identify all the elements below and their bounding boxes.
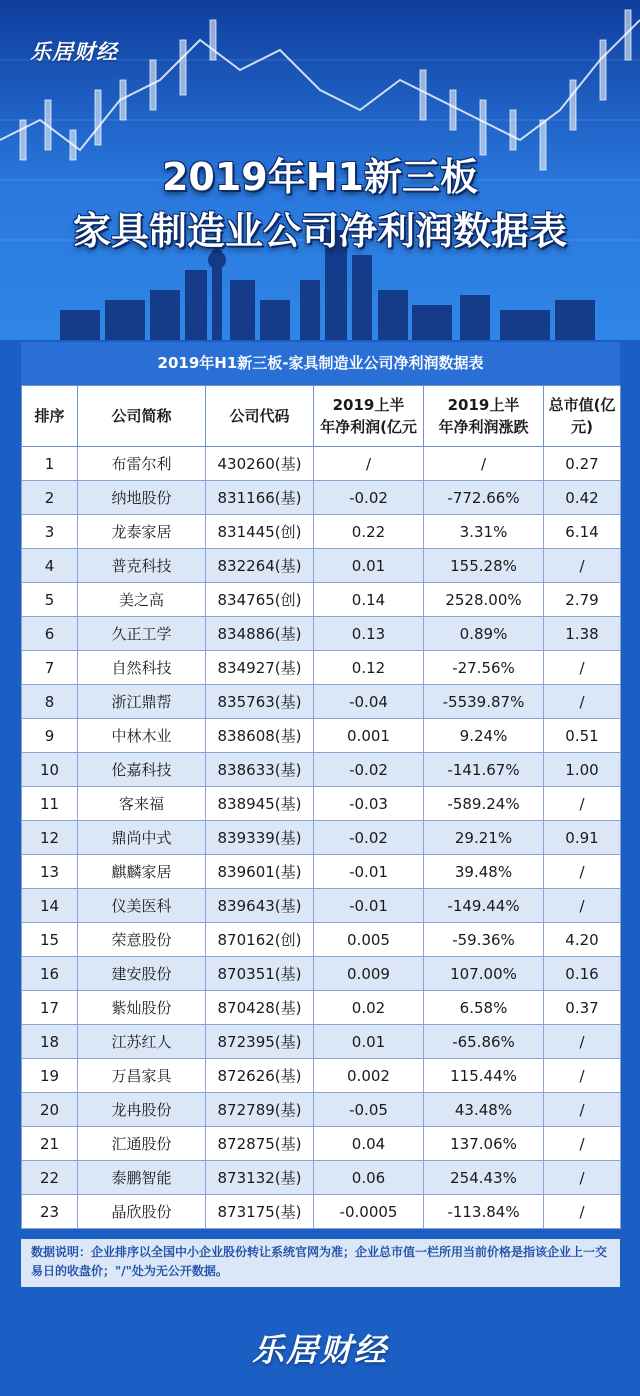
table-row: [22, 481, 621, 515]
table-row: [22, 1093, 621, 1127]
brand-logo: 乐居财经: [30, 40, 118, 64]
market-cap-cell: /: [544, 685, 621, 719]
table-row: [22, 515, 621, 549]
company-code-cell: 831166(基): [206, 481, 314, 515]
table-row: [22, 923, 621, 957]
rank-cell: 15: [22, 923, 78, 957]
company-name-cell: 中林木业: [78, 719, 206, 753]
page-title-line1: 2019年H1新三板: [161, 155, 478, 199]
net-profit-change-cell: -27.56%: [424, 651, 544, 685]
company-name-cell: 久正工学: [78, 617, 206, 651]
net-profit-cell: 0.22: [314, 515, 424, 549]
net-profit-cell: 0.14: [314, 583, 424, 617]
company-name-cell: 晶欣股份: [78, 1195, 206, 1229]
company-code-cell: 834886(基): [206, 617, 314, 651]
rank-cell: 11: [22, 787, 78, 821]
company-code-cell: 835763(基): [206, 685, 314, 719]
company-name-cell: 泰鹏智能: [78, 1161, 206, 1195]
market-cap-cell: 0.27: [544, 447, 621, 481]
company-code-cell: 870162(创): [206, 923, 314, 957]
company-code-cell: 872626(基): [206, 1059, 314, 1093]
market-cap-cell: 0.42: [544, 481, 621, 515]
company-name-cell: 普克科技: [78, 549, 206, 583]
market-cap-cell: 2.79: [544, 583, 621, 617]
header-company-name: 公司简称: [78, 386, 206, 447]
net-profit-change-cell: -589.24%: [424, 787, 544, 821]
market-cap-cell: /: [544, 1127, 621, 1161]
company-name-cell: 布雷尔利: [78, 447, 206, 481]
company-code-cell: 838633(基): [206, 753, 314, 787]
hero-banner: [0, 0, 640, 340]
market-cap-cell: /: [544, 1059, 621, 1093]
table-caption: 2019年H1新三板-家具制造业公司净利润数据表: [21, 342, 620, 385]
net-profit-cell: -0.04: [314, 685, 424, 719]
company-name-cell: 荣意股份: [78, 923, 206, 957]
page-title-line2: 家具制造业公司净利润数据表: [72, 209, 567, 253]
company-name-cell: 汇通股份: [78, 1127, 206, 1161]
table-row: [22, 787, 621, 821]
rank-cell: 6: [22, 617, 78, 651]
market-cap-cell: 0.16: [544, 957, 621, 991]
brand-logo-bottom: 乐居财经: [251, 1331, 388, 1369]
net-profit-cell: 0.001: [314, 719, 424, 753]
market-cap-cell: /: [544, 1195, 621, 1229]
company-code-cell: 873175(基): [206, 1195, 314, 1229]
company-name-cell: 龙泰家居: [78, 515, 206, 549]
rank-cell: 18: [22, 1025, 78, 1059]
net-profit-change-cell: 254.43%: [424, 1161, 544, 1195]
net-profit-change-cell: 9.24%: [424, 719, 544, 753]
company-code-cell: 839601(基): [206, 855, 314, 889]
table-row: [22, 889, 621, 923]
net-profit-change-cell: -113.84%: [424, 1195, 544, 1229]
company-code-cell: 430260(基): [206, 447, 314, 481]
company-code-cell: 872395(基): [206, 1025, 314, 1059]
table-row: [22, 991, 621, 1025]
net-profit-cell: -0.01: [314, 855, 424, 889]
net-profit-cell: 0.002: [314, 1059, 424, 1093]
net-profit-change-cell: 155.28%: [424, 549, 544, 583]
data-table-container: [21, 342, 620, 1229]
rank-cell: 2: [22, 481, 78, 515]
market-cap-cell: 0.91: [544, 821, 621, 855]
company-code-cell: 839643(基): [206, 889, 314, 923]
rank-cell: 21: [22, 1127, 78, 1161]
header-net-profit: 2019上半 年净利润(亿元: [314, 386, 424, 447]
company-code-cell: 838608(基): [206, 719, 314, 753]
net-profit-cell: -0.02: [314, 821, 424, 855]
market-cap-cell: /: [544, 787, 621, 821]
company-name-cell: 江苏红人: [78, 1025, 206, 1059]
net-profit-cell: 0.02: [314, 991, 424, 1025]
company-name-cell: 鼎尚中式: [78, 821, 206, 855]
market-cap-cell: 1.00: [544, 753, 621, 787]
net-profit-cell: 0.13: [314, 617, 424, 651]
net-profit-change-cell: -5539.87%: [424, 685, 544, 719]
table-row: [22, 719, 621, 753]
rank-cell: 20: [22, 1093, 78, 1127]
rank-cell: 12: [22, 821, 78, 855]
net-profit-change-cell: -772.66%: [424, 481, 544, 515]
company-name-cell: 紫灿股份: [78, 991, 206, 1025]
net-profit-change-cell: -141.67%: [424, 753, 544, 787]
net-profit-cell: -0.05: [314, 1093, 424, 1127]
net-profit-cell: 0.12: [314, 651, 424, 685]
rank-cell: 14: [22, 889, 78, 923]
company-code-cell: 834927(基): [206, 651, 314, 685]
rank-cell: 5: [22, 583, 78, 617]
net-profit-table: [21, 385, 621, 1229]
net-profit-cell: -0.02: [314, 753, 424, 787]
rank-cell: 10: [22, 753, 78, 787]
company-code-cell: 832264(基): [206, 549, 314, 583]
net-profit-change-cell: -59.36%: [424, 923, 544, 957]
net-profit-change-cell: 29.21%: [424, 821, 544, 855]
net-profit-cell: 0.01: [314, 549, 424, 583]
market-cap-cell: /: [544, 1093, 621, 1127]
net-profit-change-cell: 107.00%: [424, 957, 544, 991]
company-code-cell: 872789(基): [206, 1093, 314, 1127]
table-row: [22, 821, 621, 855]
company-name-cell: 龙冉股份: [78, 1093, 206, 1127]
rank-cell: 16: [22, 957, 78, 991]
net-profit-cell: /: [314, 447, 424, 481]
market-cap-cell: /: [544, 549, 621, 583]
rank-cell: 19: [22, 1059, 78, 1093]
net-profit-cell: -0.03: [314, 787, 424, 821]
market-cap-cell: /: [544, 889, 621, 923]
company-name-cell: 浙江鼎帮: [78, 685, 206, 719]
company-name-cell: 万昌家具: [78, 1059, 206, 1093]
net-profit-change-cell: 0.89%: [424, 617, 544, 651]
market-cap-cell: /: [544, 651, 621, 685]
table-row: [22, 855, 621, 889]
net-profit-change-cell: 3.31%: [424, 515, 544, 549]
rank-cell: 13: [22, 855, 78, 889]
net-profit-cell: -0.0005: [314, 1195, 424, 1229]
net-profit-change-cell: 43.48%: [424, 1093, 544, 1127]
net-profit-change-cell: 2528.00%: [424, 583, 544, 617]
rank-cell: 23: [22, 1195, 78, 1229]
net-profit-change-cell: -149.44%: [424, 889, 544, 923]
net-profit-change-cell: /: [424, 447, 544, 481]
company-code-cell: 831445(创): [206, 515, 314, 549]
table-row: [22, 583, 621, 617]
company-name-cell: 客来福: [78, 787, 206, 821]
table-row: [22, 1059, 621, 1093]
company-code-cell: 870351(基): [206, 957, 314, 991]
net-profit-cell: 0.01: [314, 1025, 424, 1059]
table-row: [22, 1127, 621, 1161]
company-code-cell: 839339(基): [206, 821, 314, 855]
market-cap-cell: 4.20: [544, 923, 621, 957]
company-name-cell: 美之高: [78, 583, 206, 617]
table-row: [22, 1025, 621, 1059]
market-cap-cell: 0.37: [544, 991, 621, 1025]
table-row: [22, 957, 621, 991]
company-code-cell: 834765(创): [206, 583, 314, 617]
market-cap-cell: /: [544, 855, 621, 889]
table-row: [22, 447, 621, 481]
rank-cell: 8: [22, 685, 78, 719]
net-profit-cell: -0.02: [314, 481, 424, 515]
company-code-cell: 873132(基): [206, 1161, 314, 1195]
company-name-cell: 伦嘉科技: [78, 753, 206, 787]
net-profit-change-cell: 137.06%: [424, 1127, 544, 1161]
net-profit-change-cell: 115.44%: [424, 1059, 544, 1093]
company-name-cell: 自然科技: [78, 651, 206, 685]
rank-cell: 9: [22, 719, 78, 753]
table-header-row: [22, 386, 621, 447]
table-row: [22, 549, 621, 583]
market-cap-cell: 6.14: [544, 515, 621, 549]
header-company-code: 公司代码: [206, 386, 314, 447]
net-profit-cell: -0.01: [314, 889, 424, 923]
header-net-profit-change: 2019上半 年净利润涨跌: [424, 386, 544, 447]
header-market-cap: 总市值(亿元): [544, 386, 621, 447]
net-profit-cell: 0.009: [314, 957, 424, 991]
rank-cell: 4: [22, 549, 78, 583]
company-name-cell: 建安股份: [78, 957, 206, 991]
net-profit-cell: 0.04: [314, 1127, 424, 1161]
market-cap-cell: /: [544, 1161, 621, 1195]
market-cap-cell: /: [544, 1025, 621, 1059]
net-profit-change-cell: 6.58%: [424, 991, 544, 1025]
company-name-cell: 仪美医科: [78, 889, 206, 923]
rank-cell: 17: [22, 991, 78, 1025]
net-profit-cell: 0.005: [314, 923, 424, 957]
market-cap-cell: 1.38: [544, 617, 621, 651]
rank-cell: 1: [22, 447, 78, 481]
table-row: [22, 651, 621, 685]
table-row: [22, 685, 621, 719]
data-note: 数据说明：企业排序以全国中小企业股份转让系统官网为准；企业总市值一栏所用当前价格是指该企业上一交易日的收盘价；"/"处为无公开数据。: [21, 1239, 620, 1287]
net-profit-change-cell: 39.48%: [424, 855, 544, 889]
net-profit-change-cell: -65.86%: [424, 1025, 544, 1059]
net-profit-cell: 0.06: [314, 1161, 424, 1195]
table-row: [22, 1161, 621, 1195]
company-name-cell: 纳地股份: [78, 481, 206, 515]
company-code-cell: 872875(基): [206, 1127, 314, 1161]
company-code-cell: 870428(基): [206, 991, 314, 1025]
header-rank: 排序: [22, 386, 78, 447]
company-name-cell: 麒麟家居: [78, 855, 206, 889]
table-row: [22, 753, 621, 787]
table-row: [22, 617, 621, 651]
table-row: [22, 1195, 621, 1229]
market-cap-cell: 0.51: [544, 719, 621, 753]
company-code-cell: 838945(基): [206, 787, 314, 821]
rank-cell: 3: [22, 515, 78, 549]
rank-cell: 22: [22, 1161, 78, 1195]
rank-cell: 7: [22, 651, 78, 685]
